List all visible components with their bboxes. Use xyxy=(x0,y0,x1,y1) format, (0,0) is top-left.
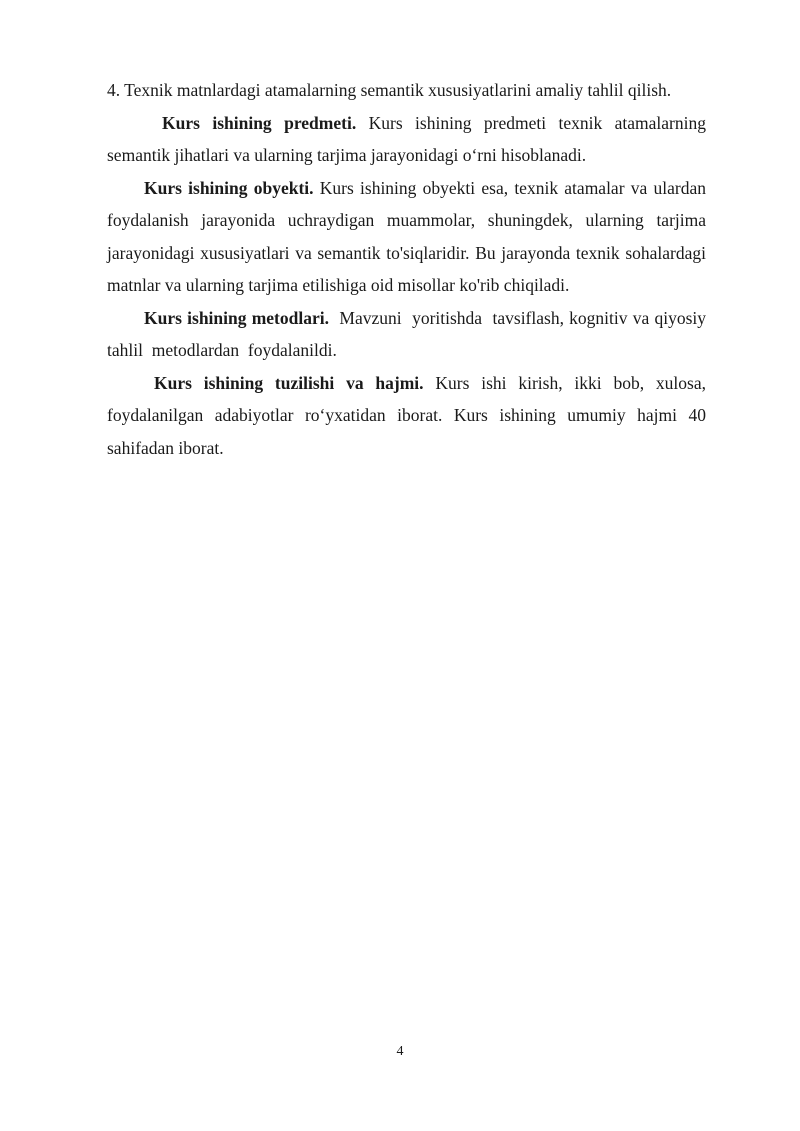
document-body xyxy=(107,74,711,464)
paragraph-methods xyxy=(107,302,711,367)
paragraph-text: Kurs ishining obyekti esa, texnik atamalar va ulardan foydalanish jarayonida uchraydigan muammolar, shuningdek, ularning tarjima jarayonidagi xususiyatlari va semantik to'siqlaridir. Bu jarayonda texnik sohalardagi matnlar va ularning tarjima etilishiga oid misollar ko'rib chiqiladi. xyxy=(107,177,706,295)
paragraph-text: Kurs ishining predmeti texnik atamalarning semantik jihatlari va ularning tarjima jarayonidagi o‘rni hisoblanadi. xyxy=(107,112,706,165)
paragraph-heading: Kurs ishining predmeti. xyxy=(162,112,357,133)
paragraph-object xyxy=(107,172,706,302)
paragraph-text: Mavzuni yoritishda tavsiflash, kognitiv va qiyosiy tahlil metodlardan foydalanildi. xyxy=(107,307,711,360)
paragraph-heading: Kurs ishining metodlari. xyxy=(144,307,329,328)
paragraph-subject xyxy=(107,107,706,172)
paragraph-heading: Kurs ishining tuzilishi va hajmi. xyxy=(154,372,424,393)
paragraph-structure xyxy=(107,367,706,465)
paragraph-heading: Kurs ishining obyekti. xyxy=(144,177,314,198)
paragraph-task-4 xyxy=(107,74,706,107)
paragraph-text: Kurs ishi kirish, ikki bob, xulosa, foydalanilgan adabiyotlar ro‘yxatidan iborat. Kurs ishining umumiy hajmi 40 sahifadan iborat. xyxy=(107,372,706,458)
paragraph-text: 4. Texnik matnlardagi atamalarning semantik xususiyatlarini amaliy tahlil qilish. xyxy=(107,80,672,100)
page-number: 4 xyxy=(396,1044,404,1059)
